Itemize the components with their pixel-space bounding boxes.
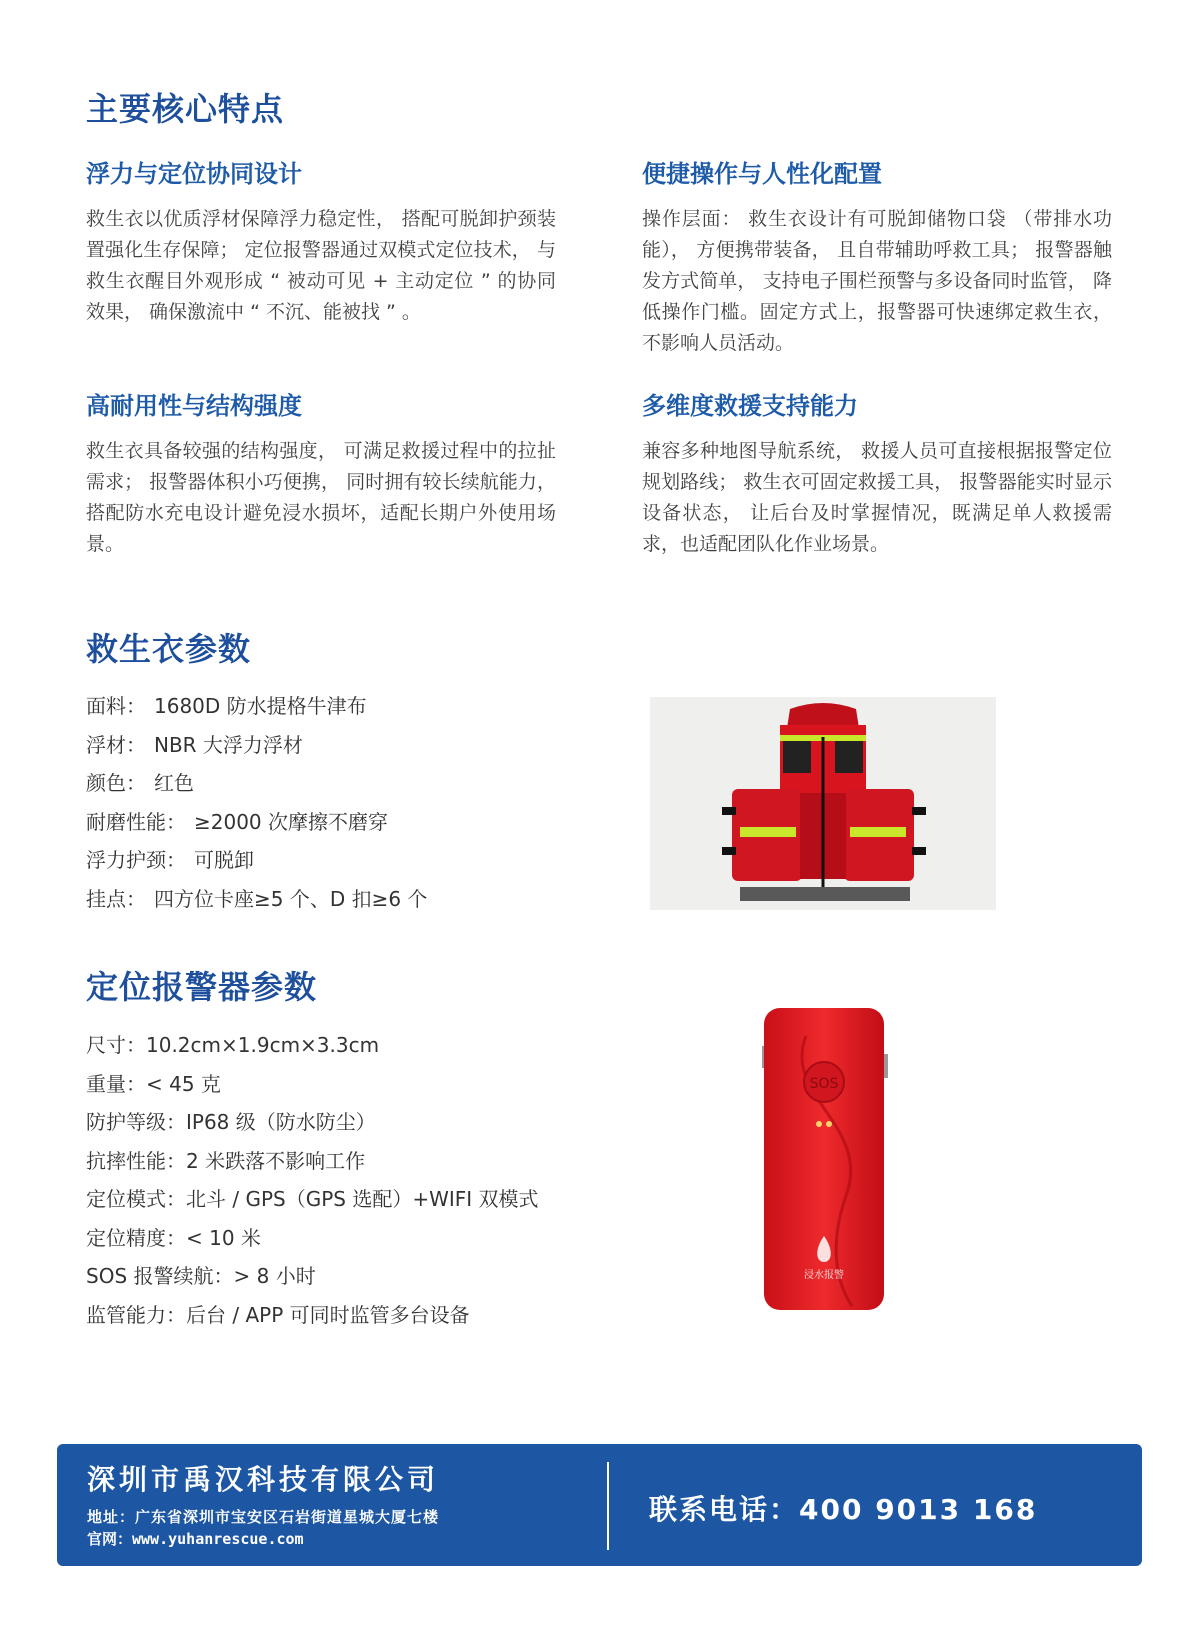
page-title: 主要核心特点	[86, 90, 285, 128]
feature-title-buoyancy: 浮力与定位协同设计	[86, 160, 302, 188]
sos-button-label: SOS	[809, 1076, 839, 1092]
alarm-params-title: 定位报警器参数	[86, 968, 318, 1006]
company-address: 地址：广东省深圳市宝安区石岩街道星城大厦七楼	[87, 1508, 440, 1526]
alarm-device-illustration	[762, 1006, 888, 1314]
vest-param-color: 颜色： 红色	[86, 771, 194, 795]
alarm-param-drop: 抗摔性能：2 米跌落不影响工作	[86, 1148, 366, 1173]
vest-params-list	[86, 687, 427, 918]
vest-params-title: 救生衣参数	[86, 630, 252, 668]
vest-param-attach: 挂点： 四方位卡座≥5 个、D 扣≥6 个	[86, 886, 428, 911]
vest-param-neck: 浮力护颈： 可脱卸	[86, 848, 254, 872]
feature-title-rescue-support: 多维度救援支持能力	[642, 392, 858, 420]
alarm-param-accuracy: 定位精度：< 10 米	[86, 1225, 261, 1250]
company-name: 深圳市禹汉科技有限公司	[87, 1463, 440, 1496]
feature-body-rescue-support: 兼容多种地图导航系统， 救援人员可直接根据报警定位规划路线； 救生衣可固定救援工具， 报警器能实时显示设备状态， 让后台及时掌握情况，既满足单人救援需求，也适配团队化作业场景。	[642, 440, 1112, 555]
vest-param-float: 浮材： NBR 大浮力浮材	[86, 732, 303, 757]
feature-body-operation: 操作层面： 救生衣设计有可脱卸储物口袋 （带排水功能）， 方便携带装备， 且自带辅助呼救工具； 报警器触发方式简单， 支持电子围栏预警与多设备同时监管， 降低操作门槛。固定方式上，报警器可快速绑定救生衣，不影响人员活动。	[642, 208, 1112, 354]
vest-param-abrasion: 耐磨性能： ≥2000 次摩擦不磨穿	[86, 809, 389, 834]
life-jacket-illustration	[650, 697, 996, 910]
alarm-param-size: 尺寸：10.2cm×1.9cm×3.3cm	[86, 1033, 380, 1057]
alarm-param-battery: SOS 报警续航：> 8 小时	[86, 1264, 316, 1288]
company-footer	[57, 1444, 1142, 1566]
life-jacket-photo	[650, 697, 996, 910]
footer-divider	[607, 1462, 609, 1550]
feature-body-buoyancy: 救生衣以优质浮材保障浮力稳定性， 搭配可脱卸护颈装置强化生存保障； 定位报警器通过双模式定位技术， 与救生衣醒目外观形成 “ 被动可见 + 主动定位 ” 的协同效果， 确保激流中 “ 不沉、能被找 ” 。	[86, 208, 556, 323]
feature-body-durability: 救生衣具备较强的结构强度， 可满足救援过程中的拉扯需求； 报警器体积小巧便携， 同时拥有较长续航能力， 搭配防水充电设计避免浸水损坏，适配长期户外使用场景。	[86, 440, 556, 555]
alarm-param-protection: 防护等级：IP68 级（防水防尘）	[86, 1110, 376, 1134]
alarm-device-photo	[762, 1006, 888, 1314]
vest-param-fabric: 面料： 1680D 防水提格牛津布	[86, 694, 367, 718]
alarm-param-mode: 定位模式：北斗 / GPS（GPS 选配）+WIFI 双模式	[86, 1187, 539, 1211]
company-website: 官网：www.yuhanrescue.com	[87, 1530, 304, 1548]
feature-title-durability: 高耐用性与结构强度	[86, 392, 302, 420]
alarm-param-monitor: 监管能力：后台 / APP 可同时监管多台设备	[86, 1302, 470, 1327]
device-logo-text: 浸水报警	[804, 1270, 844, 1281]
feature-title-operation: 便捷操作与人性化配置	[642, 160, 882, 188]
contact-phone: 联系电话：400 9013 168	[649, 1493, 1038, 1526]
alarm-param-weight: 重量：< 45 克	[86, 1071, 221, 1096]
alarm-params-list	[86, 1026, 539, 1334]
